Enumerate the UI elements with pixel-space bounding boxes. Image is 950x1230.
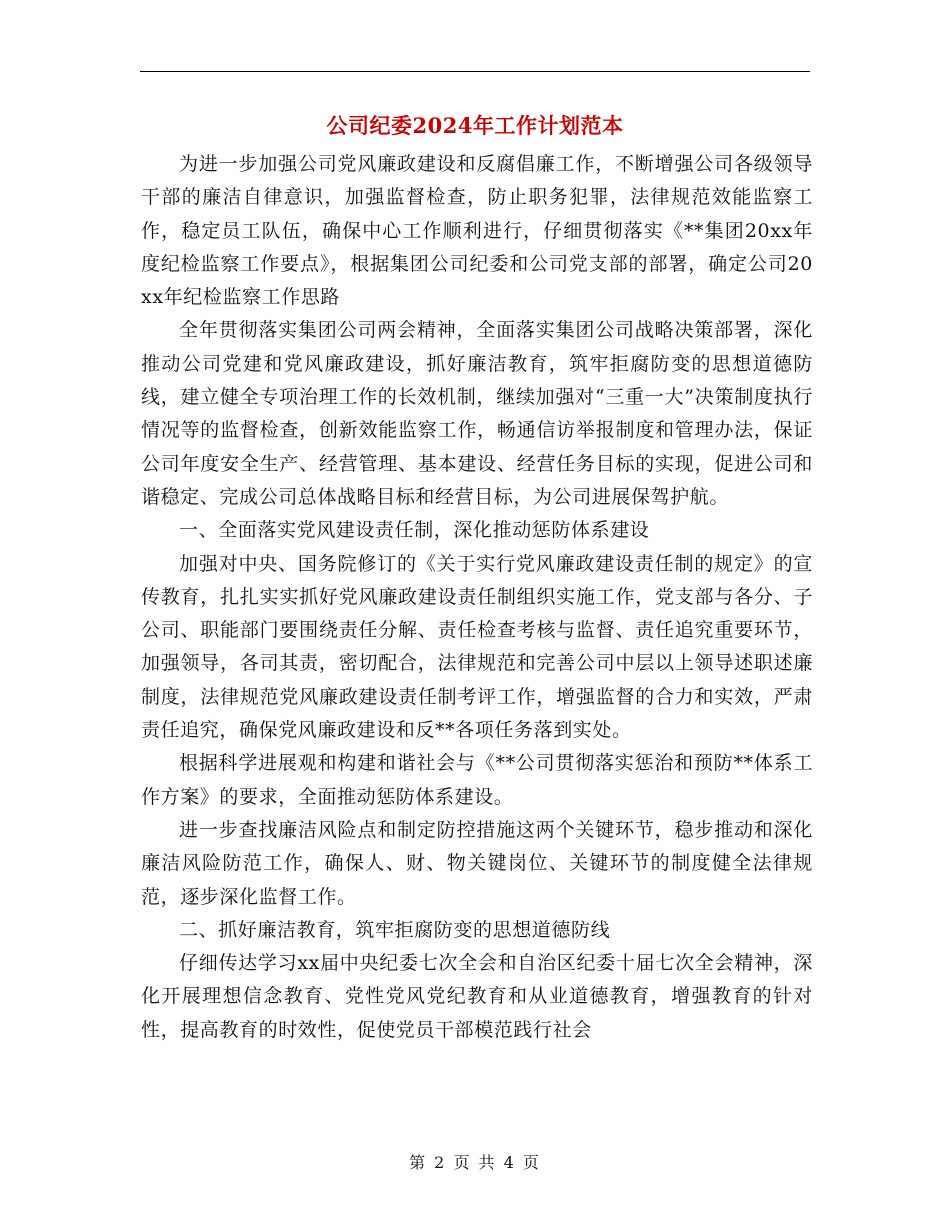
page-number-footer: 第 2 页 共 4 页 [409,1153,541,1172]
document-title: 公司纪委2024年工作计划范本 [326,113,624,138]
paragraph-overview: 全年贯彻落实集团公司两会精神，全面落实集团公司战略决策部署，深化推动公司党建和党风廉政建设，抓好廉洁教育，筑牢拒腐防变的思想道德防线，建立健全专项治理工作的长效机制，继续加强对“三重一大”决策制度执行情况等的监督检查，创新效能监察工作，畅通信访举报制度和管理办法，保证公司年度安全生产、经营管理、基本建设、经营任务目标的实现，促进公司和谐稳定、完成公司总体战略目标和经营目标，为公司进展保驾护航。 [141,319,813,508]
document-body [141,148,813,1047]
paragraph-section-2a: 仔细传达学习xx届中央纪委七次全会和自治区纪委十届七次全会精神，深化开展理想信念教育、党性党风党纪教育和从业道德教育，增强教育的针对性，提高教育的时效性，促使党员干部模范践行社会 [141,952,813,1041]
section-heading-2: 二、抓好廉洁教育，筑牢拒腐防变的思想道德防线 [179,918,611,941]
paragraph-intro: 为进一步加强公司党风廉政建设和反腐倡廉工作，不断增强公司各级领导干部的廉洁自律意识，加强监督检查，防止职务犯罪，法律规范效能监察工作，稳定员工队伍，确保中心工作顺利进行，仔细贯彻落实《**集团20xx年度纪检监察工作要点》，根据集团公司纪委和公司党支部的部署，确定公司20xx年纪检监察工作思路 [141,153,813,309]
header-rule [140,71,810,72]
paragraph-section-1b: 根据科学进展观和构建和谐社会与《**公司贯彻落实惩治和预防**体系工作方案》的要求，全面推动惩防体系建设。 [141,752,813,808]
paragraph-section-1c: 进一步查找廉洁风险点和制定防控措施这两个关键环节，稳步推动和深化廉洁风险防范工作，确保人、财、物关键岗位、关键环节的制度健全法律规范，逐步深化监督工作。 [141,818,813,908]
section-heading-1: 一、全面落实党风建设责任制，深化推动惩防体系建设 [179,519,650,542]
paragraph-section-1a: 加强对中央、国务院修订的《关于实行党风廉政建设责任制的规定》的宣传教育，扎扎实实抓好党风廉政建设责任制组织实施工作，党支部与各分、子公司、职能部门要围绕责任分解、责任检查考核与监督、责任追究重要环节，加强领导，各司其责，密切配合，法律规范和完善公司中层以上领导述职述廉制度，法律规范党风廉政建设责任制考评工作，增强监督的合力和实效，严肃责任追究，确保党风廉政建设和反**各项任务落到实处。 [141,552,813,742]
